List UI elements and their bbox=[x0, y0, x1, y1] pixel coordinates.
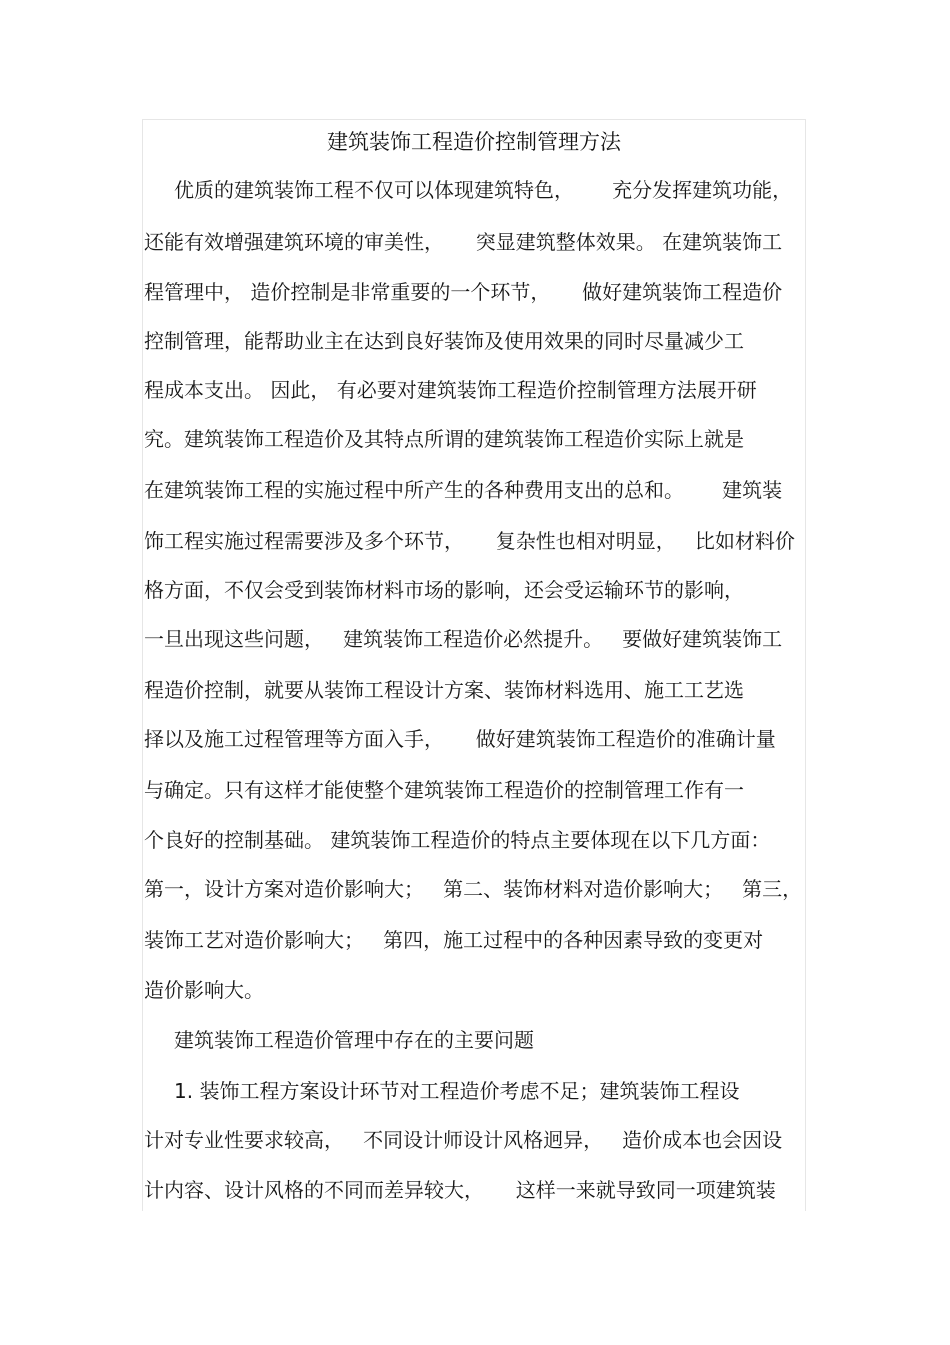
list-item-line: 1. 装饰工程方案设计环节对工程造价考虑不足；建筑装饰工程设 bbox=[174, 1079, 740, 1103]
paragraph-line: 一旦出现这些问题， 建筑装饰工程造价必然提升。 要做好建筑装饰工 bbox=[144, 627, 783, 651]
paragraph-line: 究。建筑装饰工程造价及其特点所谓的建筑装饰工程造价实际上就是 bbox=[144, 427, 744, 451]
paragraph-line: 个良好的控制基础。 建筑装饰工程造价的特点主要体现在以下几方面： bbox=[144, 828, 771, 852]
paragraph-line: 还能有效增强建筑环境的审美性， 突显建筑整体效果。 在建筑装饰工 bbox=[144, 230, 783, 254]
paragraph-line: 在建筑装饰工程的实施过程中所产生的各种费用支出的总和。 建筑装 bbox=[144, 478, 783, 502]
paragraph-line: 装饰工艺对造价影响大； 第四，施工过程中的各种因素导致的变更对 bbox=[144, 928, 764, 952]
paragraph-line: 与确定。只有这样才能使整个建筑装饰工程造价的控制管理工作有一 bbox=[144, 778, 744, 802]
paragraph-line: 第一，设计方案对造价影响大； 第二、装饰材料对造价影响大； 第三， bbox=[144, 877, 803, 901]
paragraph-line: 择以及施工过程管理等方面入手， 做好建筑装饰工程造价的准确计量 bbox=[144, 727, 776, 751]
paragraph-line: 控制管理，能帮助业主在达到良好装饰及使用效果的同时尽量减少工 bbox=[144, 329, 744, 353]
paragraph-line: 计内容、设计风格的不同而差异较大， 这样一来就导致同一项建筑装 bbox=[144, 1178, 776, 1202]
paragraph-line: 造价影响大。 bbox=[144, 978, 264, 1002]
document-title: 建筑装饰工程造价控制管理方法 bbox=[327, 130, 621, 154]
paragraph-line: 优质的建筑装饰工程不仅可以体现建筑特色， 充分发挥建筑功能， bbox=[174, 178, 793, 202]
paragraph-line: 程造价控制，就要从装饰工程设计方案、装饰材料选用、施工工艺选 bbox=[144, 678, 744, 702]
paragraph-line: 程管理中， 造价控制是非常重要的一个环节， 做好建筑装饰工程造价 bbox=[144, 280, 783, 304]
section-heading: 建筑装饰工程造价管理中存在的主要问题 bbox=[174, 1028, 534, 1052]
paragraph-line: 计对专业性要求较高， 不同设计师设计风格迥异， 造价成本也会因设 bbox=[144, 1128, 783, 1152]
paragraph-line: 格方面，不仅会受到装饰材料市场的影响，还会受运输环节的影响， bbox=[144, 578, 744, 602]
paragraph-line: 饰工程实施过程需要涉及多个环节， 复杂性也相对明显， 比如材料价 bbox=[144, 529, 795, 553]
paragraph-line: 程成本支出。 因此， 有必要对建筑装饰工程造价控制管理方法展开研 bbox=[144, 378, 757, 402]
